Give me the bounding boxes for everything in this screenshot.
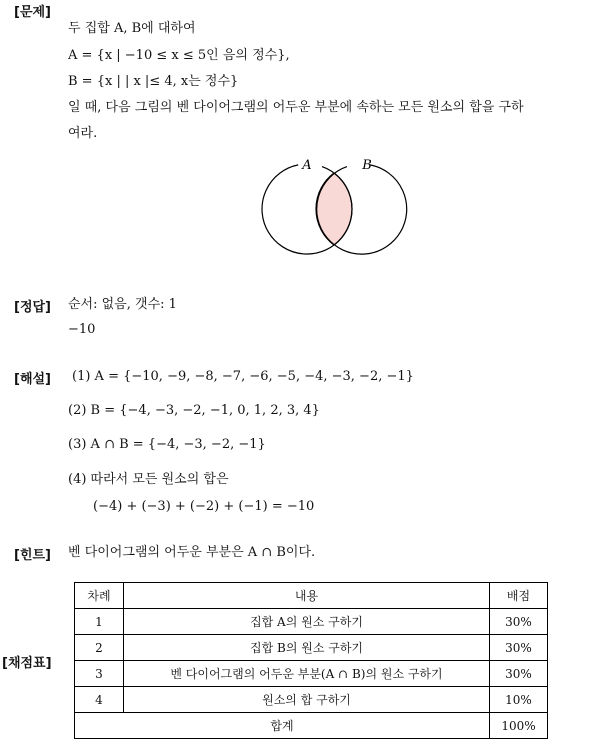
solution-step-2: (2) B = {−4, −3, −2, −1, 0, 1, 2, 3, 4} — [68, 403, 320, 418]
solution-step-4: (4) 따라서 모든 원소의 합은 — [68, 472, 229, 487]
table-row — [75, 609, 548, 635]
problem-label: [문제] — [14, 5, 51, 20]
row-content: 원소의 합 구하기 — [124, 687, 490, 713]
total-label: 합계 — [75, 713, 490, 739]
solution-label: [해설] — [14, 372, 51, 387]
venn-diagram — [250, 148, 430, 263]
scoring-header-row — [75, 583, 548, 609]
solution-step-3: (3) A ∩ B = {−4, −3, −2, −1} — [68, 437, 266, 452]
table-row — [75, 687, 548, 713]
table-row — [75, 635, 548, 661]
solution-sum: (−4) + (−3) + (−2) + (−1) = −10 — [93, 499, 315, 514]
problem-line-question-end: 여라. — [68, 126, 98, 141]
problem-line-1: 두 집합 A, B에 대하여 — [68, 21, 196, 36]
total-value: 100% — [490, 713, 548, 739]
header-points: 배점 — [490, 583, 548, 609]
venn-label-a: A — [302, 158, 312, 173]
problem-line-set-a: A = {x | −10 ≤ x ≤ 5인 음의 정수}, — [68, 48, 290, 63]
row-order: 3 — [75, 661, 124, 687]
hint-text: 벤 다이어그램의 어두운 부분은 A ∩ B이다. — [68, 545, 316, 560]
solution-step-1: (1) A = {−10, −9, −8, −7, −6, −5, −4, −3, −2, −1} — [72, 369, 414, 384]
table-row — [75, 661, 548, 687]
row-order: 4 — [75, 687, 124, 713]
answer-label: [정답] — [14, 300, 51, 315]
scoring-label: [채점표] — [2, 656, 52, 671]
row-content: 집합 B의 원소 구하기 — [124, 635, 490, 661]
row-points: 10% — [490, 687, 548, 713]
hint-label: [힌트] — [14, 548, 51, 563]
row-order: 2 — [75, 635, 124, 661]
scoring-total-row — [75, 713, 548, 739]
header-order: 차례 — [75, 583, 124, 609]
row-order: 1 — [75, 609, 124, 635]
answer-value: −10 — [68, 322, 96, 337]
row-content: 벤 다이어그램의 어두운 부분(A ∩ B)의 원소 구하기 — [124, 661, 490, 687]
row-content: 집합 A의 원소 구하기 — [124, 609, 490, 635]
venn-label-b: B — [362, 158, 372, 173]
scoring-table — [74, 582, 548, 739]
row-points: 30% — [490, 635, 548, 661]
row-points: 30% — [490, 609, 548, 635]
answer-meta: 순서: 없음, 갯수: 1 — [68, 297, 177, 312]
problem-line-set-b: B = {x | | x |≤ 4, x는 정수} — [68, 74, 239, 89]
header-content: 내용 — [124, 583, 490, 609]
problem-line-question: 일 때, 다음 그림의 벤 다이어그램의 어두운 부분에 속하는 모든 원소의 합을 구하 — [68, 100, 524, 115]
row-points: 30% — [490, 661, 548, 687]
